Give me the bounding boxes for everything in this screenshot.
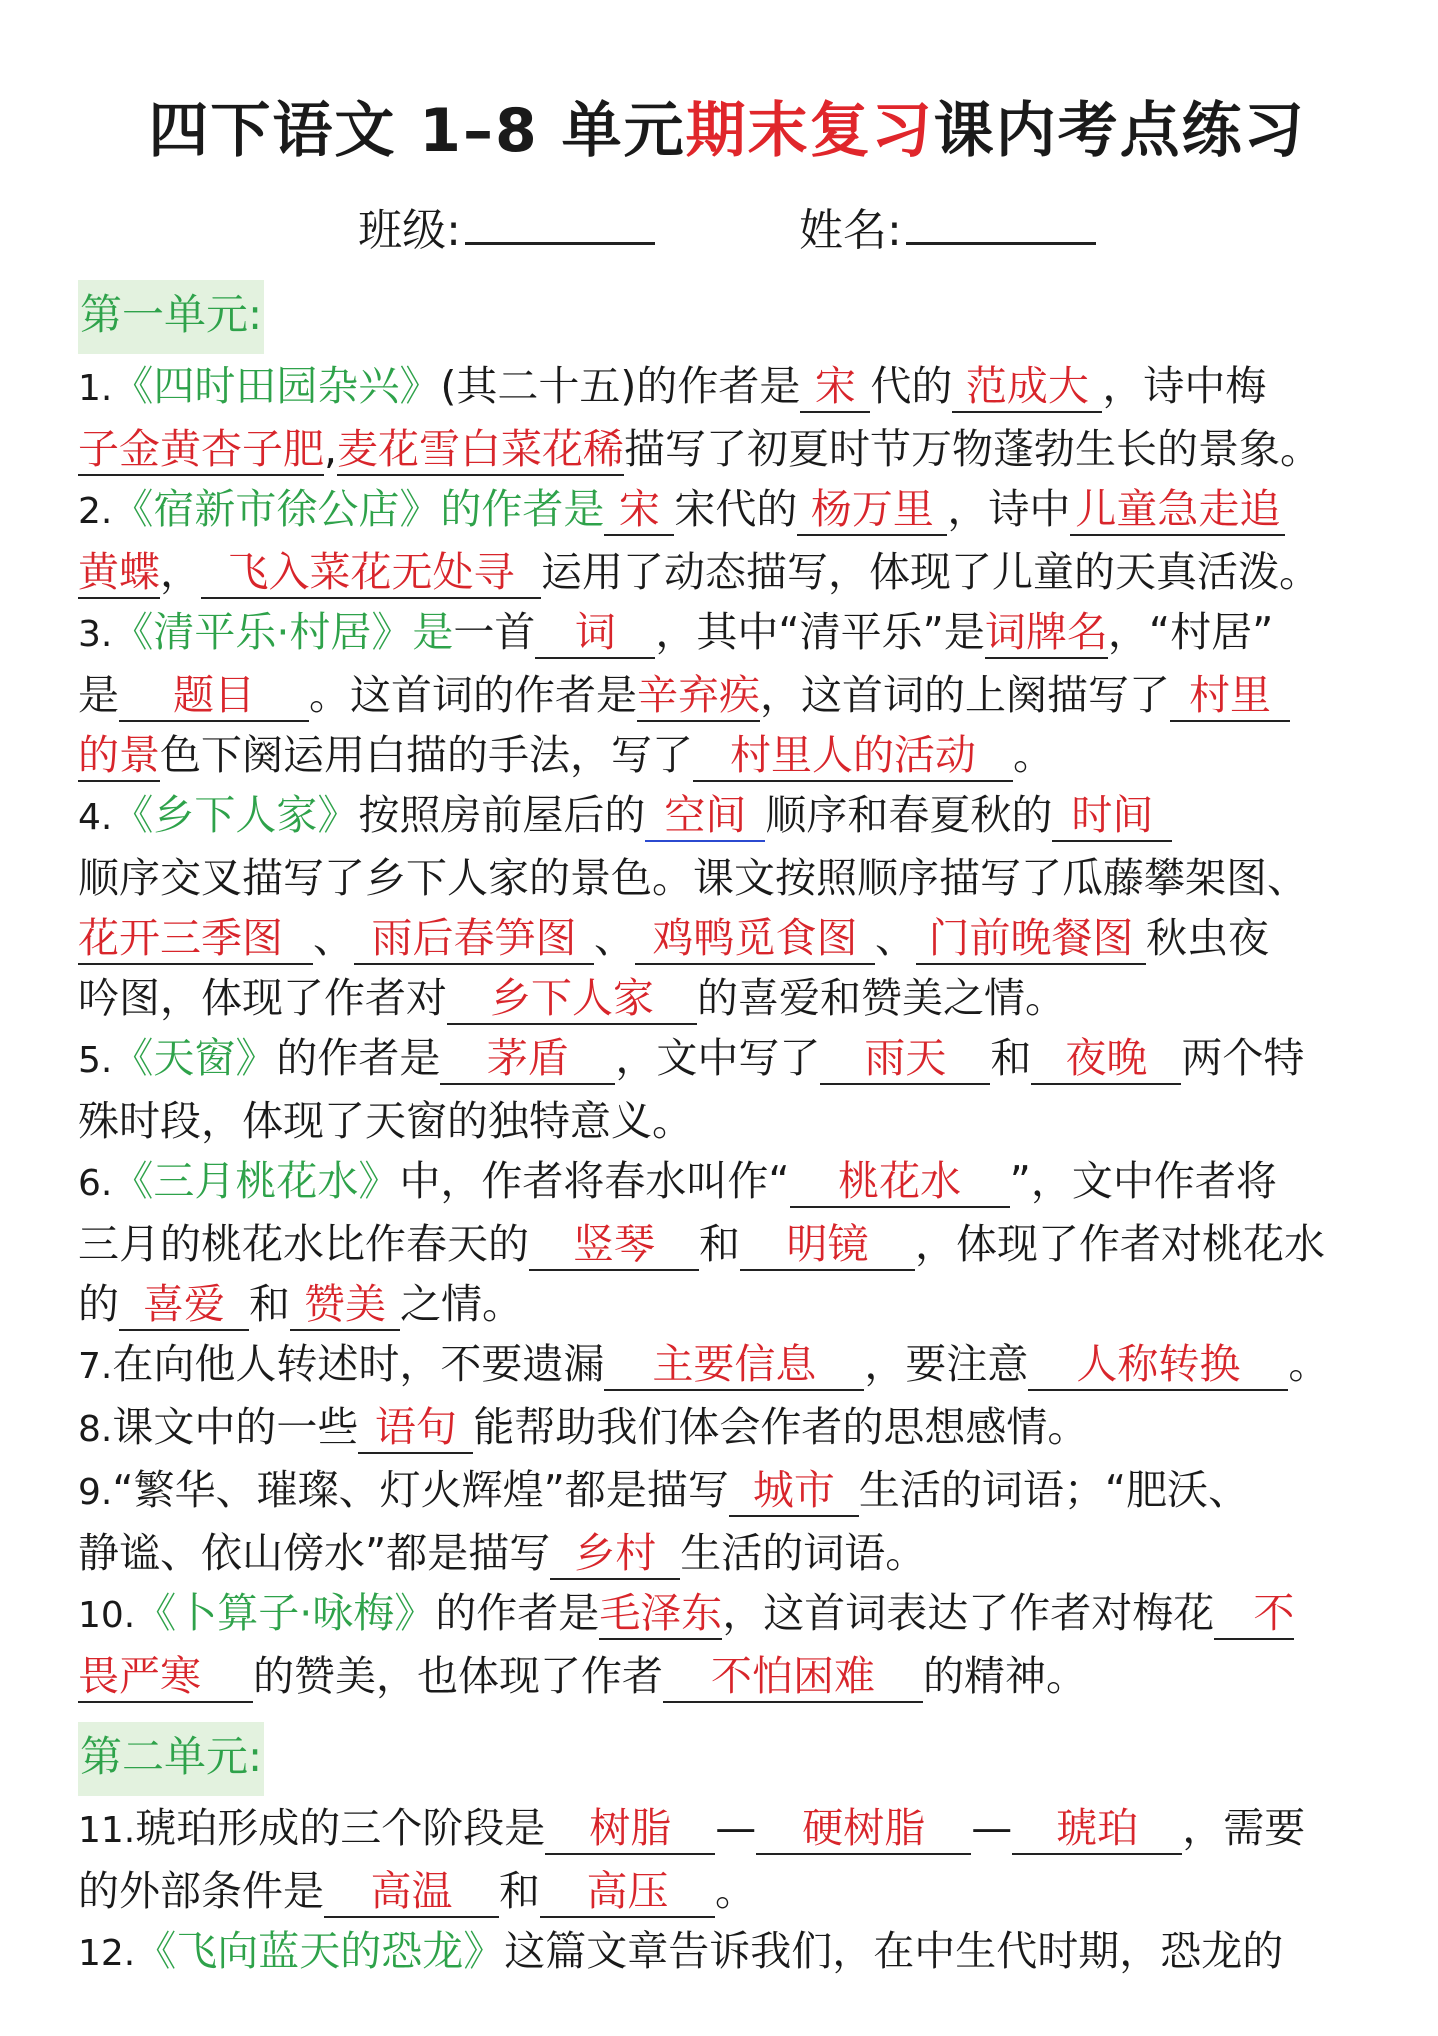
- question-9: [78, 1460, 1376, 1523]
- question-text: 三月的桃花水比作春天的: [78, 1220, 529, 1268]
- answer-blank: 毛泽东: [599, 1588, 722, 1640]
- question-text: 和: [699, 1220, 740, 1268]
- question-text: —: [971, 1804, 1013, 1852]
- question-text: 的精神。: [923, 1652, 1087, 1700]
- answer-blank: 琥珀: [1012, 1803, 1182, 1855]
- answer-blank: 主要信息: [604, 1339, 864, 1391]
- unit-heading-2: 第二单元:: [78, 1722, 264, 1796]
- answer-blank: 门前晚餐图: [916, 913, 1146, 965]
- book-title: 《宿新市徐公店》的作者是: [112, 485, 605, 533]
- name-blank[interactable]: [906, 196, 1096, 245]
- question-6-line2: [78, 1214, 1376, 1274]
- question-text: 按照房前屋后的: [358, 791, 646, 839]
- answer-blank: 题目: [119, 670, 309, 722]
- answer-blank: 空间: [645, 790, 765, 842]
- question-text: 色下阕运用白描的手法，写了: [160, 731, 693, 779]
- question-4-line3: [78, 908, 1376, 968]
- question-text: 代的: [870, 362, 953, 410]
- question-text: 在向他人转述时，不要遗漏: [112, 1340, 605, 1388]
- book-title: 《清平乐·村居》是: [112, 608, 454, 656]
- question-text: 琥珀形成的三个阶段是: [135, 1804, 546, 1852]
- answer-blank: 乡下人家: [447, 973, 697, 1025]
- question-text: 两个特: [1181, 1034, 1305, 1082]
- answer-blank: 黄蝶: [78, 547, 160, 599]
- question-text: 的作者是: [276, 1034, 441, 1082]
- question-text: 。: [1288, 1340, 1330, 1388]
- answer-blank: 村里人的活动: [693, 730, 1013, 782]
- question-text: ，这首词的上阕描写了: [760, 671, 1170, 719]
- question-number: 2.: [78, 491, 113, 532]
- answer-blank: 硬树脂: [756, 1803, 971, 1855]
- question-4-line2: [78, 848, 1376, 908]
- answer-blank: 麦花雪白菜花稀: [337, 424, 624, 476]
- book-title: 《飞向蓝天的恐龙》: [135, 1927, 505, 1975]
- class-field[interactable]: [358, 196, 655, 266]
- question-text: ，需要: [1182, 1804, 1306, 1852]
- answer-blank: 范成大: [952, 361, 1102, 413]
- question-text: ，文中写了: [615, 1034, 821, 1082]
- book-title: 《三月桃花水》: [112, 1157, 400, 1205]
- title-part2: 课内考点练习: [933, 96, 1306, 166]
- answer-blank: 城市: [729, 1465, 859, 1517]
- question-text: (其二十五)的作者是: [440, 362, 801, 410]
- question-text: —: [715, 1804, 757, 1852]
- question-text: 的赞美，也体现了作者: [253, 1652, 663, 1700]
- question-2-line2: [78, 542, 1376, 602]
- answer-blank: 儿童急走追: [1070, 484, 1285, 536]
- question-number: 11.: [78, 1810, 136, 1851]
- answer-blank: 花开三季图: [78, 913, 313, 965]
- question-text: 殊时段，体现了天窗的独特意义。: [78, 1097, 693, 1145]
- question-text: 的喜爱和赞美之情。: [697, 974, 1066, 1022]
- unit-heading-1: 第一单元:: [78, 280, 264, 354]
- answer-blank: 乡村: [550, 1528, 680, 1580]
- answer-blank: 词牌名: [985, 607, 1108, 659]
- question-text: ，其中“清平乐”是: [655, 608, 985, 656]
- question-text: 之情。: [400, 1280, 523, 1328]
- question-text: 一首: [453, 608, 536, 656]
- question-4-line4: [78, 968, 1376, 1028]
- answer-blank: 宋: [604, 484, 674, 536]
- question-text: ，体现了作者对桃花水: [915, 1220, 1325, 1268]
- question-11-line2: [78, 1861, 1376, 1921]
- question-text: 生活的词语。: [680, 1529, 927, 1577]
- title-part1: 四下语文 1–8 单元: [148, 96, 686, 166]
- question-11: [78, 1798, 1376, 1861]
- question-text: 运用了动态描写，体现了儿童的天真活泼。: [541, 548, 1320, 596]
- question-8: [78, 1397, 1376, 1460]
- answer-blank: 高温: [324, 1866, 499, 1918]
- answer-blank: 词: [535, 607, 655, 659]
- question-text: 和: [249, 1280, 290, 1328]
- question-number: 9.: [78, 1472, 113, 1513]
- question-text: 和: [499, 1867, 540, 1915]
- student-info: [78, 196, 1376, 266]
- title-highlight: 期末复习: [685, 96, 934, 166]
- question-12: [78, 1921, 1376, 1984]
- question-text: 的: [78, 1280, 119, 1328]
- question-number: 3.: [78, 614, 113, 655]
- question-text: 。: [1013, 731, 1054, 779]
- question-text: 生活的词语；“肥沃、: [858, 1466, 1250, 1514]
- question-number: 8.: [78, 1409, 113, 1450]
- question-text: 中，作者将春水叫作“: [399, 1157, 790, 1205]
- answer-blank: 杨万里: [797, 484, 947, 536]
- question-text: 的作者是: [435, 1589, 600, 1637]
- answer-blank: 辛弃疾: [637, 670, 760, 722]
- answer-blank: 不: [1214, 1588, 1294, 1640]
- answer-blank: 树脂: [545, 1803, 715, 1855]
- answer-blank: 子金黄杏子肥: [78, 424, 324, 476]
- question-text: ，诗中梅: [1102, 362, 1267, 410]
- answer-blank: 语句: [358, 1402, 473, 1454]
- answer-blank: 竖琴: [529, 1219, 699, 1271]
- question-text: 、: [875, 914, 916, 962]
- answer-blank: 飞入菜花无处寻: [201, 547, 541, 599]
- answer-blank: 不怕困难: [663, 1651, 923, 1703]
- book-title: 《乡下人家》: [112, 791, 359, 839]
- question-text: 的外部条件是: [78, 1867, 324, 1915]
- question-text: 宋代的: [674, 485, 798, 533]
- answer-blank: 畏严寒: [78, 1651, 253, 1703]
- question-text: ，诗中: [947, 485, 1071, 533]
- answer-blank: 喜爱: [119, 1279, 249, 1331]
- question-10: [78, 1583, 1376, 1646]
- question-text: ，: [160, 548, 201, 596]
- answer-blank: 雨天: [820, 1033, 990, 1085]
- answer-blank: 时间: [1052, 790, 1172, 842]
- question-3-line3: [78, 725, 1376, 785]
- question-text: 这篇文章告诉我们，在中生代时期，恐龙的: [504, 1927, 1284, 1975]
- question-text: 。这首词的作者是: [309, 671, 637, 719]
- question-text: ”，文中作者将: [1009, 1157, 1277, 1205]
- question-3-line2: [78, 665, 1376, 725]
- question-6-line3: [78, 1274, 1376, 1334]
- question-text: 、: [594, 914, 635, 962]
- question-number: 6.: [78, 1163, 113, 1204]
- question-text: 、: [313, 914, 354, 962]
- book-title: 《卜算子·咏梅》: [135, 1589, 436, 1637]
- answer-blank: 赞美: [290, 1279, 400, 1331]
- question-text: 顺序交叉描写了乡下人家的景色。课文按照顺序描写了瓜藤攀架图、: [78, 854, 1308, 902]
- name-field[interactable]: [799, 196, 1096, 266]
- question-9-line2: [78, 1523, 1376, 1583]
- answer-blank: 茅盾: [440, 1033, 615, 1085]
- question-2: [78, 479, 1376, 542]
- question-number: 12.: [78, 1933, 136, 1974]
- question-text: “繁华、璀璨、灯火辉煌”都是描写: [112, 1466, 729, 1514]
- answer-blank: 雨后春笋图: [354, 913, 594, 965]
- class-blank[interactable]: [465, 196, 655, 245]
- question-text: 能帮助我们体会作者的思想感情。: [473, 1403, 1089, 1451]
- question-text: ，“村居”: [1107, 608, 1274, 656]
- question-6: [78, 1151, 1376, 1214]
- answer-blank: 村里: [1170, 670, 1290, 722]
- name-label: 姓名:: [799, 205, 902, 256]
- question-text: 吟图，体现了作者对: [78, 974, 447, 1022]
- question-1: [78, 356, 1376, 419]
- question-text: 和: [990, 1034, 1032, 1082]
- page-title: [78, 0, 1376, 166]
- book-title: 《天窗》: [112, 1034, 277, 1082]
- book-title: 《四时田园杂兴》: [112, 362, 441, 410]
- question-text: ,: [324, 425, 338, 473]
- question-text: 秋虫夜: [1146, 914, 1269, 962]
- answer-blank: 高压: [540, 1866, 715, 1918]
- question-5-line2: [78, 1091, 1376, 1151]
- question-text: ，这首词表达了作者对梅花: [722, 1589, 1215, 1637]
- question-text: 。: [715, 1867, 756, 1915]
- answer-blank: 的景: [78, 730, 160, 782]
- question-1-line2: [78, 419, 1376, 479]
- question-number: 10.: [78, 1595, 136, 1636]
- question-number: 7.: [78, 1346, 113, 1387]
- question-3: [78, 602, 1376, 665]
- class-label: 班级:: [358, 205, 461, 256]
- question-number: 5.: [78, 1040, 113, 1081]
- question-4: [78, 785, 1376, 848]
- question-text: 是: [78, 671, 119, 719]
- question-text: ，要注意: [864, 1340, 1029, 1388]
- answer-blank: 鸡鸭觅食图: [635, 913, 875, 965]
- question-10-line2: [78, 1646, 1376, 1706]
- answer-blank: 人称转换: [1028, 1339, 1288, 1391]
- answer-blank: 宋: [800, 361, 870, 413]
- question-number: 1.: [78, 368, 113, 409]
- question-5: [78, 1028, 1376, 1091]
- answer-blank: 明镜: [740, 1219, 915, 1271]
- question-text: 静谧、依山傍水”都是描写: [78, 1529, 551, 1577]
- question-text: 描写了初夏时节万物蓬勃生长的景象。: [624, 425, 1322, 473]
- question-text: 课文中的一些: [112, 1403, 359, 1451]
- question-number: 4.: [78, 797, 113, 838]
- answer-blank: 夜晚: [1031, 1033, 1181, 1085]
- answer-blank: 桃花水: [790, 1156, 1010, 1208]
- question-text: 顺序和春夏秋的: [765, 791, 1053, 839]
- question-7: [78, 1334, 1376, 1397]
